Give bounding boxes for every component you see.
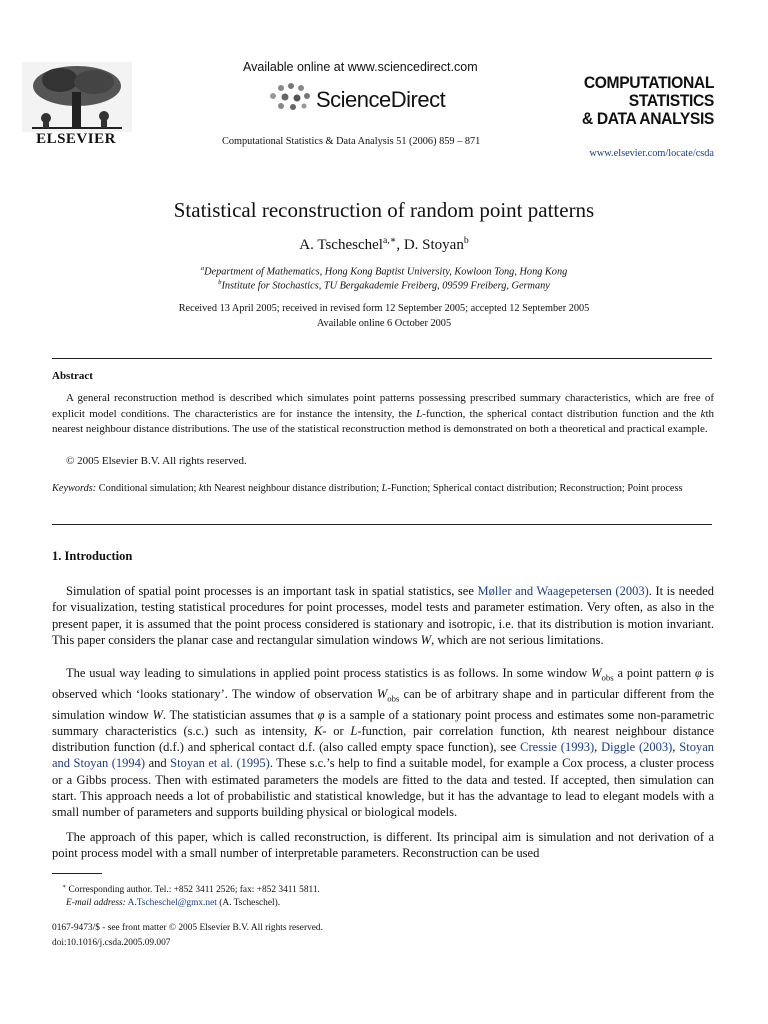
text-fragment: . The statistician assumes that [162,707,318,722]
math-symbol: L [350,723,358,738]
author-name: A. Tscheschel [299,237,383,253]
email-label: E-mail address: [66,898,126,908]
citation-link[interactable]: Møller and Waagepetersen (2003) [477,584,649,598]
abstract-heading: Abstract [52,370,93,382]
keywords-fragment: th Nearest neighbour distance distribution; [203,483,382,494]
divider [52,524,712,525]
text-fragment: a point pattern [613,666,695,680]
journal-title-line: STATISTICS [628,91,714,110]
journal-title-line: & DATA ANALYSIS [581,109,714,128]
journal-citation: Computational Statistics & Data Analysis 51 (2006) 859 – 871 [222,136,481,147]
affiliation-mark: b [218,279,222,286]
math-symbol: φ [317,707,325,722]
text-fragment: is observed which ‘looks stationary’. The window of observation [52,666,714,701]
footnote-rule [52,873,102,874]
text-fragment: , [672,740,680,755]
body-paragraph [52,665,714,821]
email-footnote [66,898,280,908]
footnote-text: (A. Tscheschel). [216,898,281,908]
math-symbol: k [551,723,558,738]
keywords-fragment: k [198,483,204,494]
math-symbol: W [376,686,388,701]
abstract-fragment: th nearest neighbour distance distributions. The use of the statistical reconstruction method is demonstrated on both a theoretical and practical example. [52,407,714,435]
journal-title-line: COMPUTATIONAL [583,73,714,92]
corresponding-author-footnote [62,883,320,895]
author-affiliation-mark: a,∗ [382,235,397,246]
text-fragment: can be of arbitrary shape and in particular different from the simulation window [52,686,714,722]
text-fragment: and [145,756,171,771]
keywords-fragment: -Function; Spherical contact distribution; Reconstruction; Point process [387,483,683,494]
divider [52,358,712,359]
abstract-fragment: A general reconstruction method is described which simulates point patterns possessing prescribed summary characteristics, which are free of explicit model conditions. The characteristics are for instance the intensity, the [52,392,714,420]
keywords-fragment: Conditional simulation; [96,483,199,494]
text-fragment: - or [322,723,351,738]
paper-title: Statistical reconstruction of random point patterns [173,198,595,222]
affiliation-text: Department of Mathematics, Hong Kong Baptist University, Kowloon Tong, Hong Kong [204,266,568,278]
affiliation-text: Institute for Stochastics, TU Bergakademie Freiberg, 09599 Freiberg, Germany [221,280,550,292]
text-fragment: th nearest neighbour distance distribution function (d.f.) and spherical contact d.f. (also called empty space function), see [52,723,714,755]
available-online-text: Available online at www.sciencedirect.com [243,60,478,74]
text-fragment: , which are not serious limitations. [431,632,604,647]
author-separator: , [396,237,404,253]
abstract-fragment: -function, the spherical contact distribution function and the [422,407,701,420]
text-fragment: -function, pair correlation function, [357,723,552,738]
math-subscript: obs [601,672,614,683]
math-symbol: K [314,723,323,738]
citation-link[interactable]: Stoyan and Stoyan (1994) [52,740,714,771]
abstract-text [52,391,714,438]
math-symbol: W [591,666,602,680]
citation-link[interactable]: Cressie (1993) [520,740,595,755]
affiliation-mark: a [200,265,205,272]
text-fragment: . These s.c.’s help to find a suitable model, for example a Cox process, a cluster process or a Gibbs process. Then with estimated parameters the models are fitted to the data and tested. If accepted, then simulation can start. This approach needs a lot of probabilistic and statistical knowledge, but it has the advantage to lead to elegant models with a small number of parameters and supports building physical or biological models. [52,756,714,820]
section-heading: 1. Introduction [52,549,133,563]
affiliation-b [0,279,768,291]
publisher-name: ELSEVIER [36,131,116,147]
text-fragment: is a sample of a stationary point process and estimates some non-parametric summary characteristics (s.c.) such as intensity, [52,707,714,738]
available-online-date: Available online 6 October 2005 [316,318,452,329]
math-subscript: obs [387,693,400,704]
received-dates: Received 13 April 2005; received in revised form 12 September 2005; accepted 12 September 2005 [178,303,590,314]
author-affiliation-mark: b [463,235,469,246]
text-fragment: , [594,740,602,755]
citation-link[interactable]: Stoyan et al. (1995) [170,756,270,771]
math-symbol: W [420,632,432,647]
footnote-mark: ∗ [62,884,67,890]
email-link[interactable]: A.Tscheschel@gmx.net [127,898,217,908]
abstract-fragment: L [416,407,423,420]
math-symbol: φ [694,666,702,680]
issn-line: 0167-9473/$ - see front matter © 2005 Elsevier B.V. All rights reserved. [52,923,323,933]
abstract-fragment: k [700,407,706,420]
math-symbol: W [152,707,163,722]
authors [0,235,768,254]
body-paragraph: The approach of this paper, which is called reconstruction, is different. Its principal aim is simulation and not derivation of a point process model with a small number of interpretable parameters. Reconstruction can be used [52,830,714,861]
journal-url-link[interactable]: www.elsevier.com/locate/csda [589,148,714,159]
journal-title [572,74,714,128]
keywords-label: Keywords: [52,483,97,494]
body-paragraph [52,583,714,648]
footnote-text: Corresponding author. Tel.: +852 3411 2526; fax: +852 3411 5811. [66,885,320,896]
text-fragment: Simulation of spatial point processes is an important task in spatial statistics, see [66,584,478,598]
text-fragment: The usual way leading to simulations in applied point process statistics is as follows. In some window [66,666,592,680]
doi-line: doi:10.1016/j.csda.2005.09.007 [52,938,171,948]
affiliation-a [0,265,768,277]
sciencedirect-wordmark: ScienceDirect [316,87,446,112]
citation-link[interactable]: Diggle (2003) [601,740,673,755]
keywords [52,481,714,496]
text-fragment: . It is needed for visualization, testing statistical procedures for point processes, model tests and parameter estimation. Very often, as also in the present paper, it is assumed that the point process considered is stationary and isotropic, i.e. that its distribution is motion invariant. This paper considers the planar case and rectangular simulation windows [52,584,714,647]
abstract-copyright: © 2005 Elsevier B.V. All rights reserved. [66,455,247,467]
keywords-fragment: L [381,483,388,494]
author-name: D. Stoyan [403,237,464,253]
